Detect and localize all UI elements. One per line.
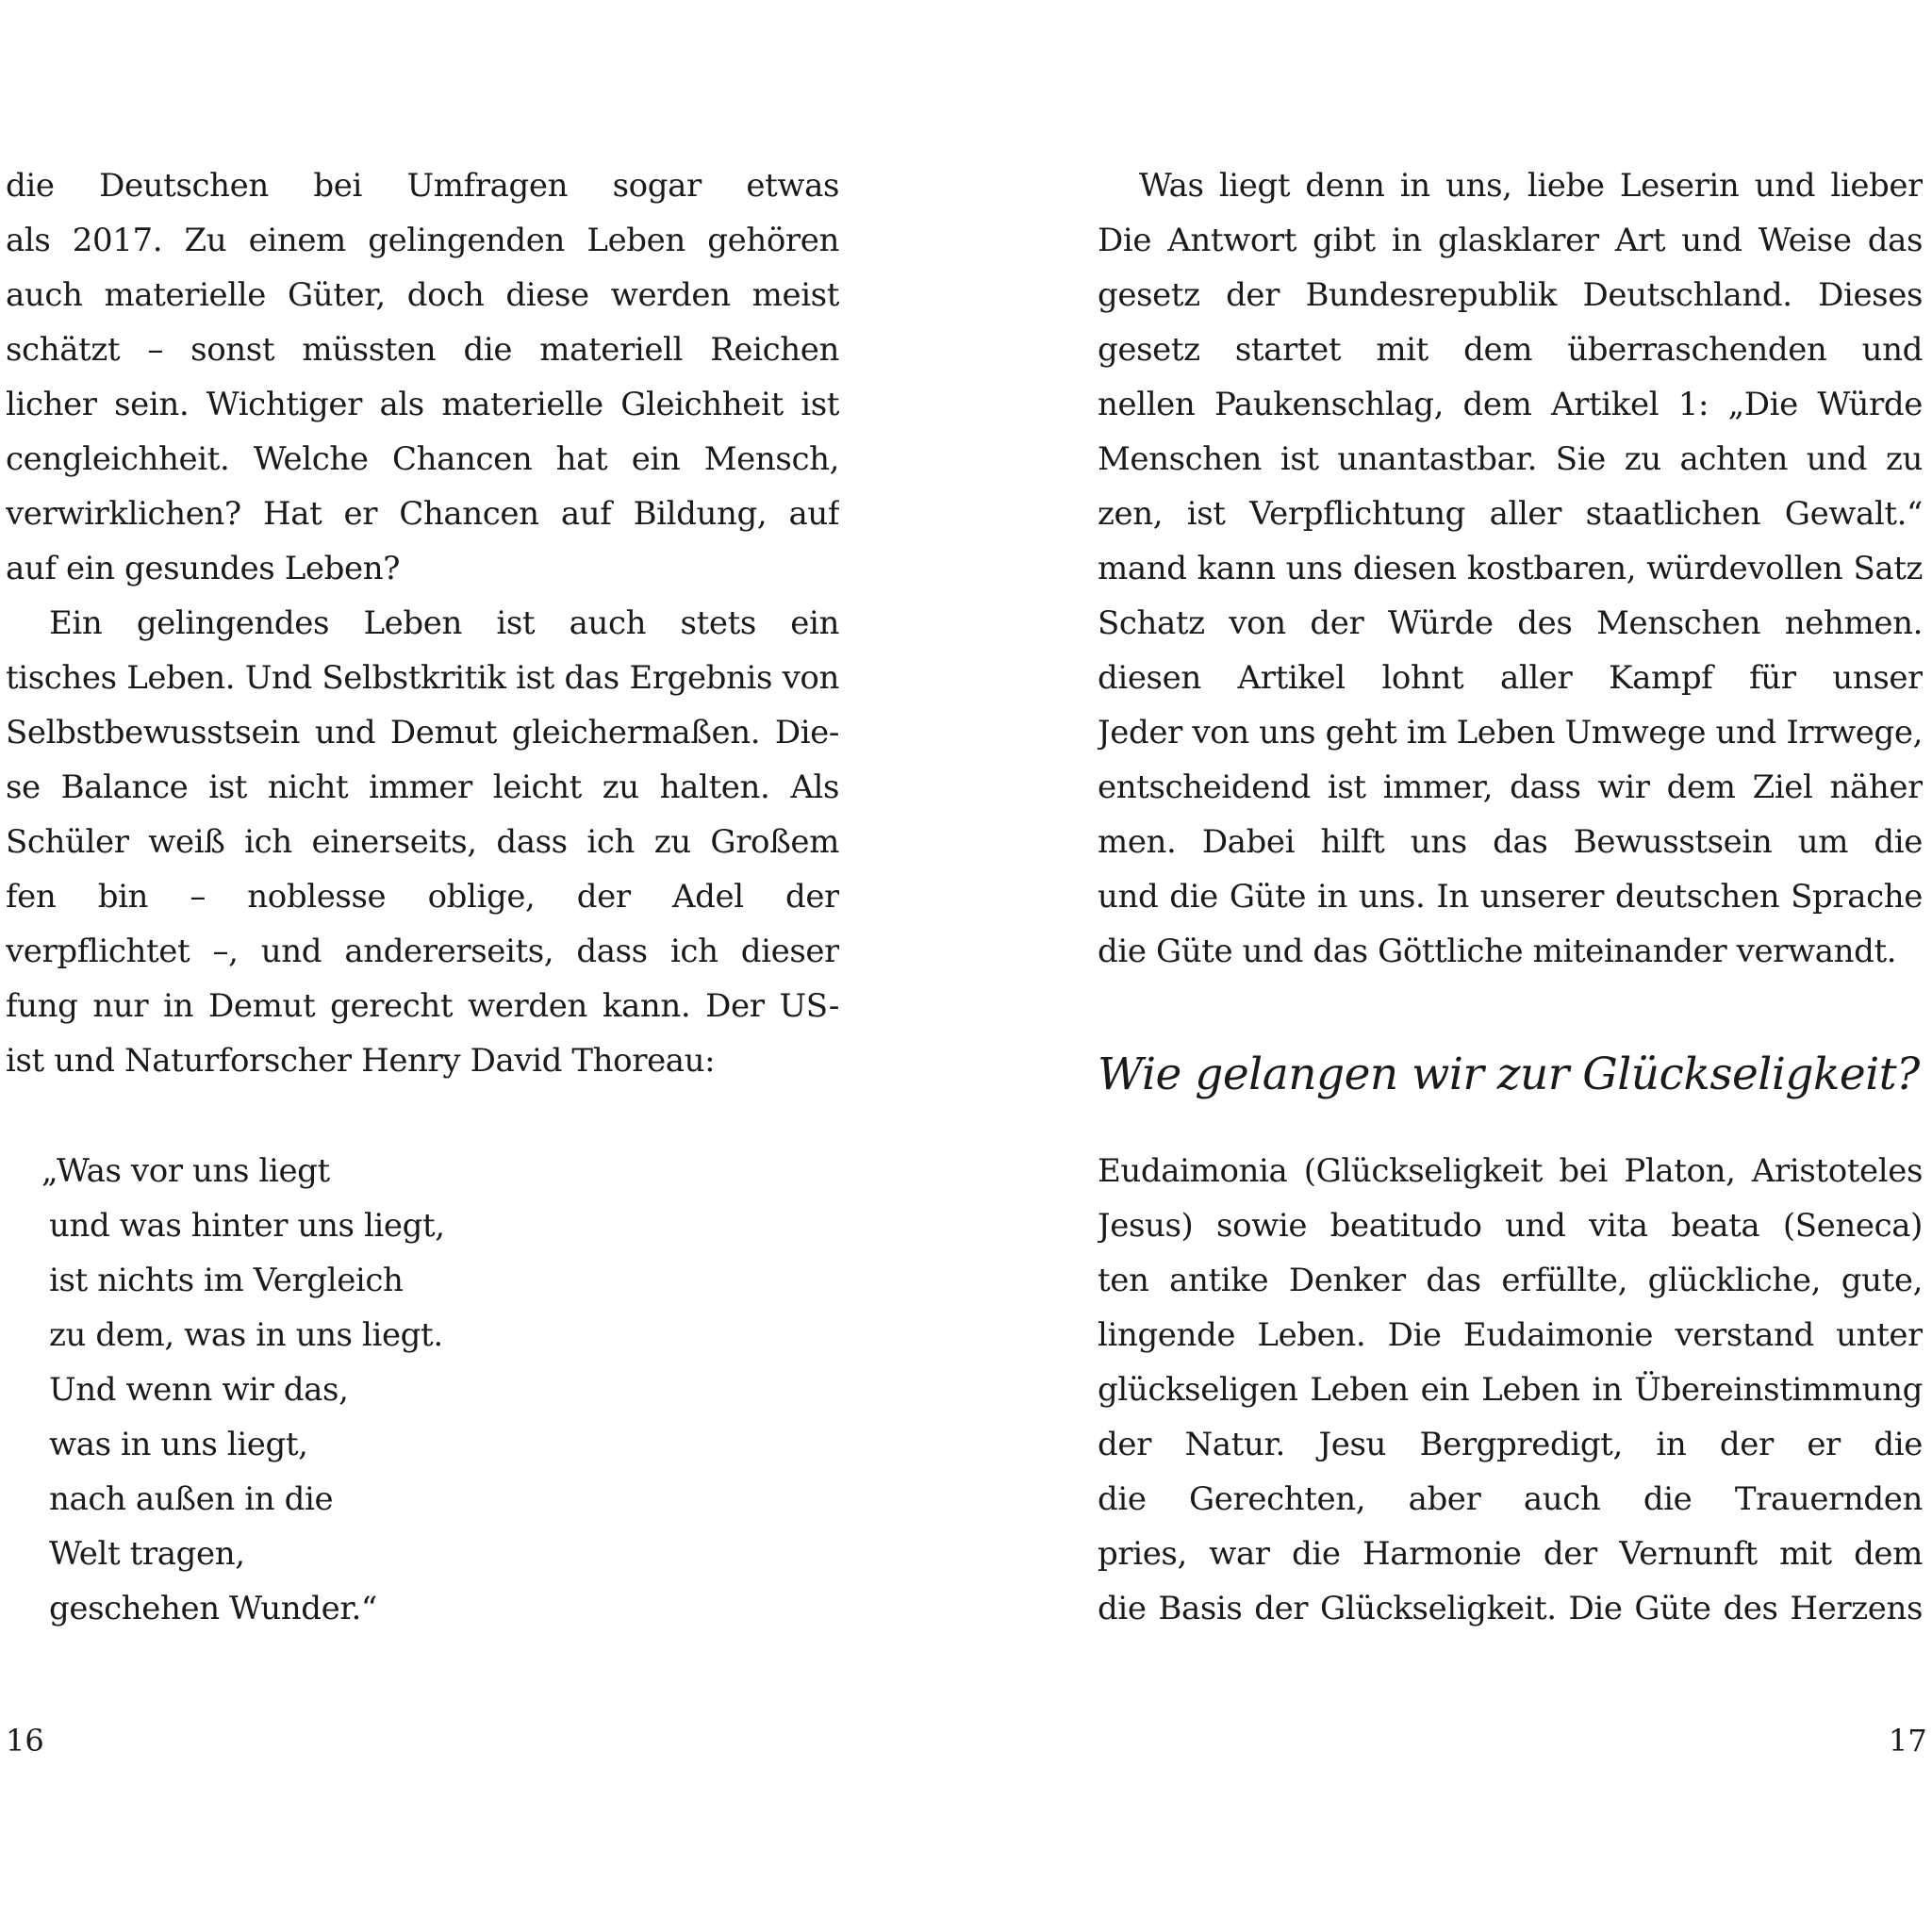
- right-line-2: Die Antwort gibt in glasklarer Art und Weise das: [1098, 222, 1923, 259]
- right-line-9: Schatz von der Würde des Menschen nehmen.: [1098, 604, 1923, 642]
- verse-line-3: ist nichts im Vergleich: [49, 1262, 404, 1299]
- right-line-24: die Basis der Glückseligkeit. Die Güte des Herzens: [1098, 1590, 1923, 1627]
- page-number-left: 16: [6, 1723, 44, 1759]
- verse-line-7: nach außen in die: [49, 1480, 334, 1518]
- verse-line-5: Und wenn wir das,: [49, 1371, 349, 1409]
- left-line-14: fen bin – noblesse oblige, der Adel der: [6, 878, 839, 916]
- left-page: [0, 0, 943, 1932]
- right-line-20: glückseligen Leben ein Leben in Übereinstimmung: [1098, 1371, 1923, 1409]
- right-line-11: Jeder von uns geht im Leben Umwege und Irrwege,: [1098, 714, 1923, 751]
- right-line-15: die Güte und das Göttliche miteinander verwandt.: [1098, 933, 1897, 970]
- right-page: [943, 0, 1932, 1932]
- left-line-10: tisches Leben. Und Selbstkritik ist das Ergebnis von: [6, 659, 839, 697]
- left-line-3: auch materielle Güter, doch diese werden meist: [6, 276, 839, 314]
- right-line-6: Menschen ist unantastbar. Sie zu achten und zu: [1098, 440, 1923, 478]
- left-line-16: fung nur in Demut gerecht werden kann. Der US-: [6, 987, 839, 1025]
- right-line-22: die Gerechten, aber auch die Trauernden: [1098, 1480, 1923, 1518]
- right-line-5: nellen Paukenschlag, dem Artikel 1: „Die Würde: [1098, 386, 1923, 423]
- right-line-21: der Natur. Jesu Bergpredigt, in der er die: [1098, 1426, 1923, 1463]
- right-line-1: Was liegt denn in uns, liebe Leserin und lieber: [1139, 167, 1923, 205]
- right-line-8: mand kann uns diesen kostbaren, würdevollen Satz: [1098, 550, 1923, 587]
- right-line-7: zen, ist Verpflichtung aller staatlichen Gewalt.“: [1098, 495, 1923, 533]
- section-heading: Wie gelangen wir zur Glückseligkeit?: [1098, 1049, 1920, 1100]
- right-line-14: und die Güte in uns. In unserer deutschen Sprache: [1098, 878, 1923, 916]
- verse-line-1: „Was vor uns liegt: [41, 1152, 330, 1190]
- verse-line-2: und was hinter uns liegt,: [49, 1207, 445, 1245]
- verse-line-8: Welt tragen,: [49, 1535, 245, 1573]
- left-line-5: licher sein. Wichtiger als materielle Gleichheit ist: [6, 386, 839, 423]
- right-line-13: men. Dabei hilft uns das Bewusstsein um die: [1098, 823, 1923, 861]
- left-line-7: verwirklichen? Hat er Chancen auf Bildung, auf: [6, 495, 839, 533]
- right-line-17: Jesus) sowie beatitudo und vita beata (Seneca): [1098, 1207, 1923, 1245]
- left-line-15: verpflichtet –, und andererseits, dass ich dieser: [6, 933, 839, 970]
- verse-line-9: geschehen Wunder.“: [49, 1590, 377, 1627]
- left-line-1: die Deutschen bei Umfragen sogar etwas: [6, 167, 839, 205]
- verse-line-6: was in uns liegt,: [49, 1426, 308, 1463]
- right-line-18: ten antike Denker das erfüllte, glückliche, gute,: [1098, 1262, 1923, 1299]
- left-line-4: schätzt – sonst müssten die materiell Reichen: [6, 331, 839, 369]
- left-line-8: auf ein gesundes Leben?: [6, 550, 401, 587]
- left-line-12: se Balance ist nicht immer leicht zu halten. Als: [6, 768, 839, 806]
- right-line-4: gesetz startet mit dem überraschenden und: [1098, 331, 1923, 369]
- right-line-10: diesen Artikel lohnt aller Kampf für unser: [1098, 659, 1923, 697]
- right-line-12: entscheidend ist immer, dass wir dem Ziel näher: [1098, 768, 1923, 806]
- left-line-2: als 2017. Zu einem gelingenden Leben gehören: [6, 222, 839, 259]
- left-line-11: Selbstbewusstsein und Demut gleichermaßen. Die-: [6, 714, 839, 751]
- left-line-6: cengleichheit. Welche Chancen hat ein Mensch,: [6, 440, 839, 478]
- right-line-16: Eudaimonia (Glückseligkeit bei Platon, Aristoteles: [1098, 1152, 1923, 1190]
- verse-line-4: zu dem, was in uns liegt.: [49, 1316, 443, 1354]
- right-line-19: lingende Leben. Die Eudaimonie verstand unter: [1098, 1316, 1923, 1354]
- left-line-17: ist und Naturforscher Henry David Thoreau:: [6, 1042, 716, 1080]
- right-line-23: pries, war die Harmonie der Vernunft mit dem: [1098, 1535, 1923, 1573]
- page-number-right: 17: [1889, 1723, 1927, 1759]
- left-line-9: Ein gelingendes Leben ist auch stets ein: [49, 604, 839, 642]
- left-line-13: Schüler weiß ich einerseits, dass ich zu Großem: [6, 823, 839, 861]
- right-line-3: gesetz der Bundesrepublik Deutschland. Dieses: [1098, 276, 1923, 314]
